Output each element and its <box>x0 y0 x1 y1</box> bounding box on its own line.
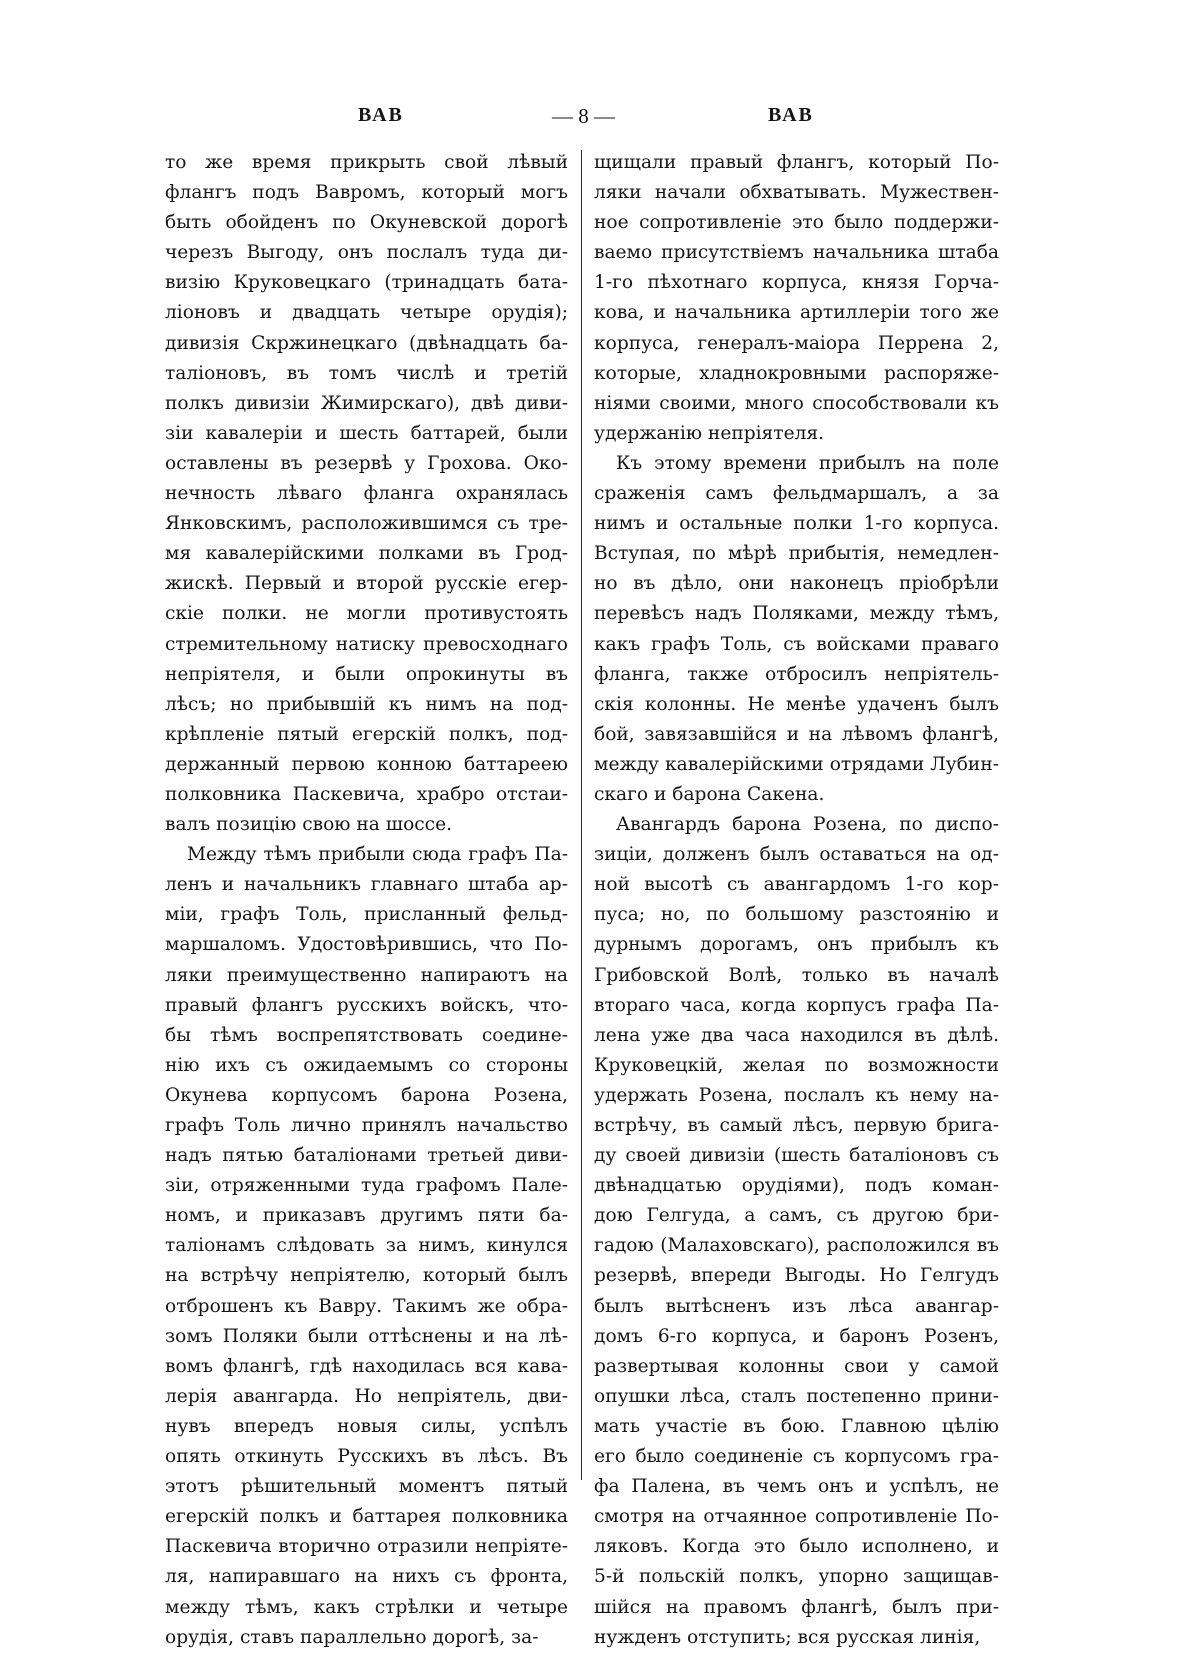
column-divider <box>581 150 582 1480</box>
text-line: которые, хладнокровными распоряже- <box>594 362 999 384</box>
header-right-catchword: ВАВ <box>768 104 814 126</box>
text-line: скаго и барона Сакена. <box>594 783 825 805</box>
text-line: маршаломъ. Удостовѣрившись, что По- <box>165 934 568 956</box>
text-line: держанный первою конною баттареею <box>165 753 568 775</box>
text-line: 1-го пѣхотнаго корпуса, князя Горча- <box>594 272 999 294</box>
text-line: фланга, также отбросилъ непріятель- <box>594 663 999 685</box>
text-line: сраженія самъ фельдмаршалъ, а за <box>594 483 999 505</box>
text-line: оставлены въ резервѣ у Грохова. Око- <box>165 452 568 474</box>
text-line: ляковъ. Когда это было исполнено, и <box>594 1536 999 1558</box>
text-line: валъ позицію свою на шоссе. <box>165 814 453 836</box>
text-line: смотря на отчаянное сопротивленіе По- <box>594 1506 999 1528</box>
text-line: Окунева корпусомъ барона Розена, <box>165 1084 568 1106</box>
text-line: лерія авангарда. Но непріятель, дви- <box>165 1385 568 1407</box>
text-line: Янковскимъ, расположившимся съ тре- <box>165 513 568 535</box>
text-line: орудія, ставъ параллельно дорогѣ, за- <box>165 1626 539 1648</box>
text-line: Къ этому времени прибылъ на поле <box>616 452 999 474</box>
text-line: нувъ впередъ новыя силы, успѣлъ <box>165 1415 568 1437</box>
text-line: зиціи, долженъ былъ оставаться на од- <box>594 844 999 866</box>
text-line: удержанію непріятеля. <box>594 422 825 444</box>
text-line: этотъ рѣшительный моментъ пятый <box>165 1476 568 1498</box>
text-line: жискѣ. Первый и второй русскіе егер- <box>165 573 568 595</box>
text-line: быть обойденъ по Окуневской дорогѣ <box>165 212 568 234</box>
text-line: ваемо присутствіемъ начальника штаба <box>594 242 999 264</box>
text-line: таліонамъ слѣдовать за нимъ, кинулся <box>165 1235 568 1257</box>
text-line: фа Палена, въ чемъ онъ и успѣлъ, не <box>594 1476 999 1498</box>
text-line: бы тѣмъ воспрепятствовать соедине- <box>165 1024 568 1046</box>
text-line: нимъ и остальные полки 1-го корпуса. <box>594 513 999 535</box>
text-line: вомъ флангѣ, гдѣ находилась вся кава- <box>165 1355 568 1377</box>
text-line: лена уже два часа находился въ дѣлѣ. <box>594 1024 999 1046</box>
text-line: домъ 6-го корпуса, и баронъ Розенъ, <box>594 1325 999 1347</box>
text-line: двѣнадцатью орудіями), подъ коман- <box>594 1175 999 1197</box>
text-line: полковника Паскевича, храбро отстаи- <box>165 783 568 805</box>
text-line: ніями своими, много способствовали къ <box>594 392 999 414</box>
text-line: Вступая, по мѣрѣ прибытія, немедлен- <box>594 543 999 565</box>
text-line: корпуса, генералъ-маіора Перрена 2, <box>594 332 999 354</box>
text-line: кова, и начальника артиллеріи того же <box>594 302 999 324</box>
text-line: опять откинуть Русскихъ въ лѣсъ. Въ <box>165 1446 568 1468</box>
text-line: скіе полки. не могли противустоять <box>165 603 568 625</box>
page-number: — 8 — <box>552 104 615 128</box>
text-line: лѣсъ; но прибывшій къ нимъ на под- <box>165 693 568 715</box>
text-line: нечность лѣваго фланга охранялась <box>165 483 568 505</box>
text-line: отброшенъ къ Вавру. Такимъ же обра- <box>165 1295 568 1317</box>
text-line: дивизія Скржинецкаго (двѣнадцать ба- <box>165 332 568 354</box>
text-line: черезъ Выгоду, онъ послалъ туда ди- <box>165 242 568 264</box>
text-line: встрѣчу, въ самый лѣсъ, первую брига- <box>594 1115 999 1136</box>
text-line: егерскій полкъ и баттарея полковника <box>165 1506 568 1528</box>
text-line: щищали правый флангъ, который По- <box>594 152 999 173</box>
text-line: между кавалерійскими отрядами Лубин- <box>594 753 999 775</box>
header-left-catchword: ВАВ <box>358 104 404 126</box>
text-line: зіи, отряженными туда графомъ Пале- <box>165 1175 568 1197</box>
text-line: ляки начали обхватывать. Мужествен- <box>594 182 999 204</box>
text-line: номъ, и приказавъ другимъ пяти ба- <box>165 1205 568 1227</box>
text-line: зомъ Поляки были оттѣснены и на лѣ- <box>165 1325 568 1347</box>
text-line: скія колонны. Не менѣе удаченъ былъ <box>594 693 999 715</box>
text-line: Грибовской Волѣ, только въ началѣ <box>594 964 999 986</box>
text-line: но въ дѣло, они наконецъ пріобрѣли <box>594 573 999 595</box>
text-line: ля, напиравшаго на нихъ съ фронта, <box>165 1566 568 1588</box>
text-line: резервѣ, впереди Выгоды. Но Гелгудъ <box>594 1265 999 1287</box>
text-line: втораго часа, когда корпусъ графа Па- <box>594 994 999 1016</box>
text-line: стремительному натиску превосходнаго <box>165 633 568 655</box>
text-line: правый флангъ русскихъ войскъ, что- <box>165 994 568 1016</box>
text-line: непріятеля, и были опрокинуты въ <box>165 663 568 685</box>
text-line: ліоновъ и двадцать четыре орудія); <box>165 302 568 324</box>
left-text-column <box>165 148 568 1648</box>
text-line: дурнымъ дорогамъ, онъ прибылъ къ <box>594 934 999 956</box>
text-line: шійся на правомъ флангѣ, былъ при- <box>594 1596 999 1618</box>
text-line: пуса; но, по большому разстоянію и <box>594 904 999 926</box>
text-line: то же время прикрыть свой лѣвый <box>165 152 568 173</box>
text-line: мать участіе въ бою. Главною цѣлію <box>594 1415 999 1437</box>
text-line: нію ихъ съ ожидаемымъ со стороны <box>165 1054 568 1076</box>
text-line: Паскевича вторично отразили непріяте- <box>165 1536 568 1558</box>
text-line: мя кавалерійскими полками въ Грод- <box>165 543 568 565</box>
text-line: зіи кавалеріи и шесть баттарей, были <box>165 422 568 444</box>
text-line: ленъ и начальникъ главнаго штаба ар- <box>165 874 568 896</box>
text-line: его было соединеніе съ корпусомъ гра- <box>594 1446 999 1468</box>
text-line: 5-й польскій полкъ, упорно защищав- <box>594 1566 999 1588</box>
text-line: ной высотѣ съ авангардомъ 1-го кор- <box>594 874 999 896</box>
text-line: гадою (Малаховскаго), расположился въ <box>594 1235 999 1257</box>
text-line: опушки лѣса, сталъ постепенно прини- <box>594 1385 999 1407</box>
text-line: перевѣсъ надъ Поляками, между тѣмъ, <box>594 603 999 625</box>
text-line: нужденъ отступить; вся русская линія, <box>594 1626 981 1648</box>
running-header <box>0 104 1191 134</box>
text-line: ное сопротивленіе это было поддержи- <box>594 212 999 234</box>
text-line: дою Гелгуда, а самъ, съ другою бри- <box>594 1205 999 1227</box>
text-line: ляки преимущественно напираютъ на <box>165 964 568 986</box>
text-line: на встрѣчу непріятелю, который былъ <box>165 1265 568 1287</box>
text-line: ду своей дивизіи (шесть баталіоновъ съ <box>594 1145 999 1167</box>
text-line: графъ Толь лично принялъ начальство <box>165 1115 568 1136</box>
right-text-column <box>594 148 999 1648</box>
text-line: флангъ подъ Вавромъ, который могъ <box>165 182 568 204</box>
text-line: крѣпленіе пятый егерскій полкъ, под- <box>165 723 568 745</box>
text-line: развертывая колонны свои у самой <box>594 1355 999 1377</box>
text-line: какъ графъ Толь, съ войсками праваго <box>594 633 999 655</box>
text-line: между тѣмъ, какъ стрѣлки и четыре <box>165 1596 568 1618</box>
text-line: Между тѣмъ прибыли сюда графъ Па- <box>187 844 568 866</box>
text-line: таліоновъ, въ томъ числѣ и третій <box>165 362 568 384</box>
text-line: удержать Розена, послалъ къ нему на- <box>594 1084 999 1106</box>
text-line: бой, завязавшійся и на лѣвомъ флангѣ, <box>594 723 999 745</box>
text-line: надъ пятью баталіонами третьей диви- <box>165 1145 568 1167</box>
text-line: полкъ дивизіи Жимирскаго), двѣ диви- <box>165 392 568 414</box>
text-line: визію Круковецкаго (тринадцать бата- <box>165 272 568 294</box>
text-line: Авангардъ барона Розена, по диспо- <box>616 814 999 836</box>
text-line: былъ вытѣсненъ изъ лѣса авангар- <box>594 1295 999 1317</box>
text-line: міи, графъ Толь, присланный фельд- <box>165 904 568 926</box>
text-line: Круковецкій, желая по возможности <box>594 1054 999 1076</box>
